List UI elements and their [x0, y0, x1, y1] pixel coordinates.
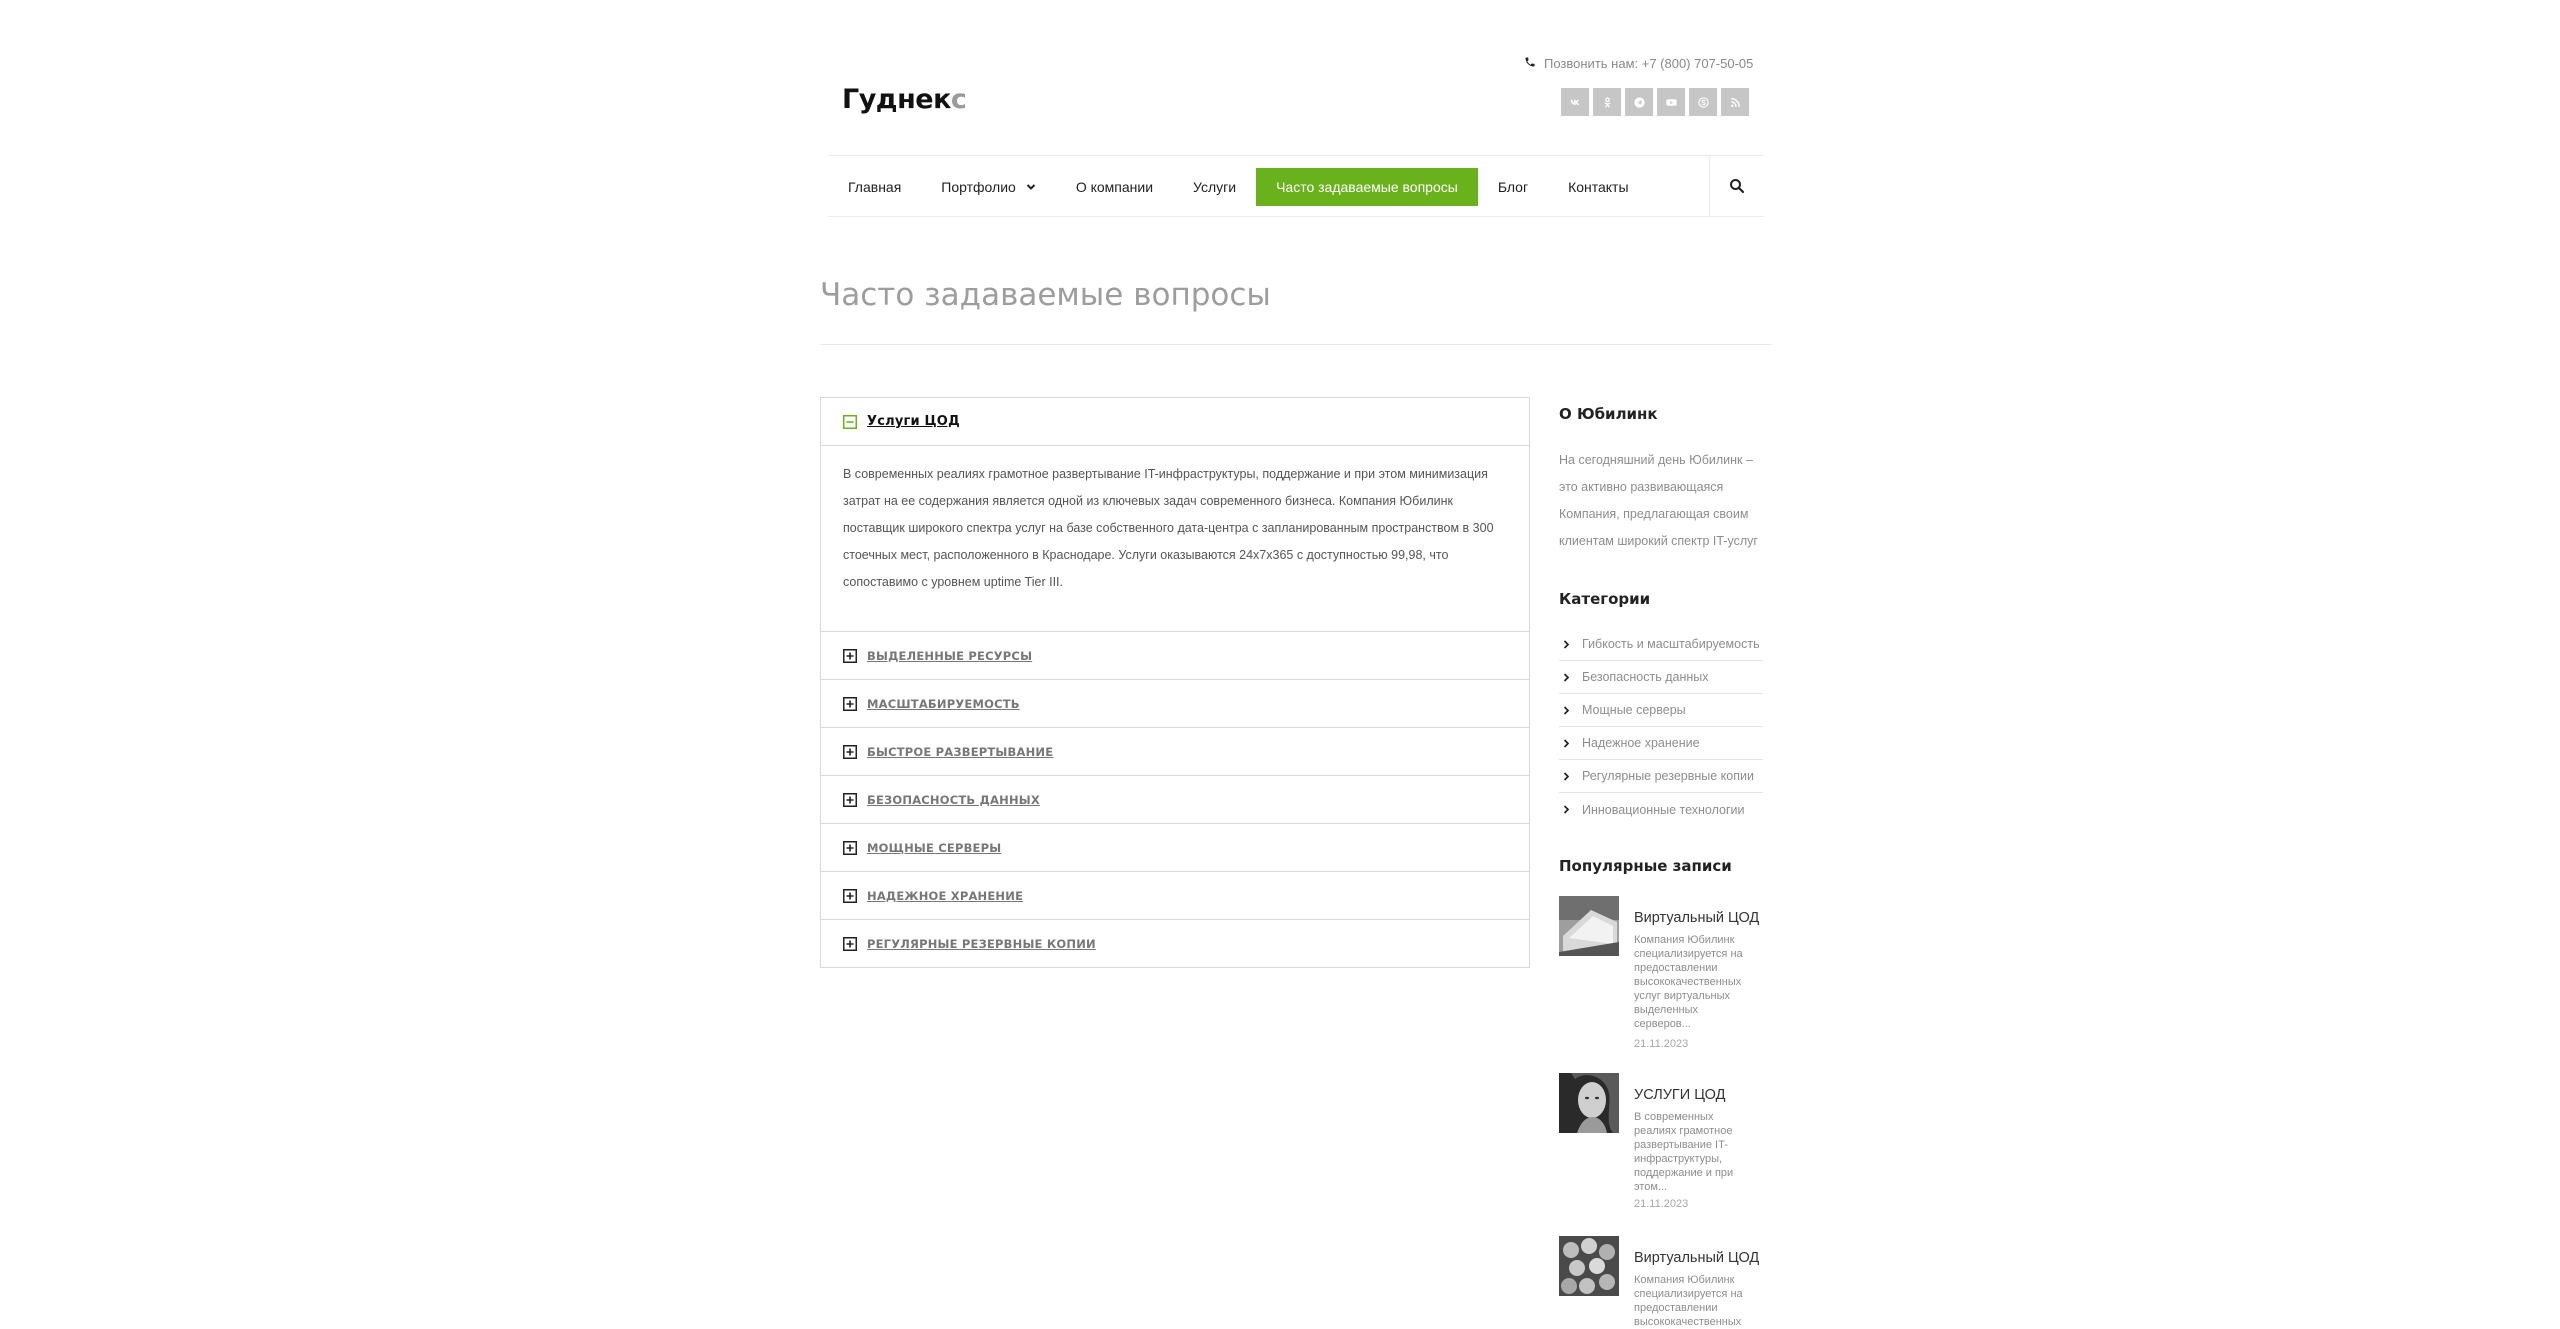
post-excerpt: Компания Юбилинк специализируется на предоставлении высококачественных: [1634, 1274, 1743, 1328]
chevron-down-icon: [1026, 182, 1036, 192]
faq-item: [821, 631, 1529, 679]
chevron-right-icon: [1562, 772, 1571, 781]
expand-plus-icon: [843, 841, 857, 855]
chevron-right-icon: [1562, 805, 1571, 814]
logo-text: Гуднек: [842, 84, 951, 115]
nav-item-services[interactable]: [1173, 168, 1256, 206]
phone-text: Позвонить нам: +7 (800) 707-50-05: [1544, 55, 1754, 71]
category-label: Безопасность данных: [1582, 670, 1709, 684]
site-logo[interactable]: [842, 84, 966, 115]
chevron-right-icon: [1562, 706, 1571, 715]
faq-item-header[interactable]: [821, 920, 1529, 967]
skype-icon[interactable]: [1689, 88, 1717, 116]
post-excerpt: Компания Юбилинк специализируется на предоставлении высококачественных услуг виртуальных выделенных серверов...: [1634, 934, 1743, 1030]
phone-contact: [1524, 55, 1753, 71]
nav-item-about[interactable]: [1056, 168, 1173, 206]
post-title[interactable]: Виртуальный ЦОД: [1634, 1250, 1760, 1266]
rss-icon[interactable]: [1721, 88, 1749, 116]
popular-post: [1559, 896, 1769, 1056]
category-list: [1559, 628, 1763, 826]
post-thumbnail[interactable]: [1559, 896, 1619, 956]
sidebar-about-text: На сегодняшний день Юбилинк – это активно развивающаяся Компания, предлагающая своим клиентам широкий спектр IT-услуг: [1559, 453, 1758, 548]
nav-item-portfolio[interactable]: [921, 168, 1056, 206]
nav-item-label: Часто задаваемые вопросы: [1276, 179, 1458, 195]
logo-text-last-letter: с: [950, 84, 967, 115]
faq-item: [821, 823, 1529, 871]
faq-item-header[interactable]: [821, 824, 1529, 871]
expand-plus-icon: [843, 745, 857, 759]
faq-item: [821, 871, 1529, 919]
search-button[interactable]: [1709, 156, 1764, 216]
expand-plus-icon: [843, 793, 857, 807]
category-label: Гибкость и масштабируемость: [1582, 637, 1760, 651]
post-thumbnail[interactable]: [1559, 1073, 1619, 1133]
social-links: [1561, 88, 1749, 116]
post-excerpt: В современных реалиях грамотное развертывание IT-инфраструктуры, поддержание и при этом...: [1634, 1111, 1734, 1193]
post-title[interactable]: Виртуальный ЦОД: [1634, 910, 1760, 926]
nav-item-label: Услуги: [1193, 179, 1237, 195]
popular-post: [1559, 1236, 1769, 1328]
category-link[interactable]: [1559, 760, 1763, 793]
faq-item-title[interactable]: МАСШТАБИРУЕМОСТЬ: [867, 696, 1020, 711]
odnoklassniki-icon[interactable]: [1593, 88, 1621, 116]
phone-icon: [1524, 56, 1536, 71]
sidebar-about-heading: О Юбилинк: [1559, 405, 1658, 423]
faq-item-title[interactable]: БЫСТРОЕ РАЗВЕРТЫВАНИЕ: [867, 744, 1054, 759]
category-link[interactable]: [1559, 727, 1763, 760]
nav-item-home[interactable]: [828, 168, 921, 206]
faq-item-title[interactable]: РЕГУЛЯРНЫЕ РЕЗЕРВНЫЕ КОПИИ: [867, 936, 1096, 951]
category-link[interactable]: [1559, 628, 1763, 661]
faq-item: [821, 919, 1529, 967]
popular-post: [1559, 1073, 1769, 1223]
category-label: Регулярные резервные копии: [1582, 769, 1754, 783]
nav-item-label: Контакты: [1568, 179, 1629, 195]
youtube-icon[interactable]: [1657, 88, 1685, 116]
telegram-icon[interactable]: [1625, 88, 1653, 116]
faq-item-title[interactable]: БЕЗОПАСНОСТЬ ДАННЫХ: [867, 792, 1040, 807]
nav-item-contacts[interactable]: [1548, 168, 1648, 206]
faq-item-header[interactable]: [821, 872, 1529, 919]
category-label: Надежное хранение: [1582, 736, 1700, 750]
category-link[interactable]: [1559, 694, 1763, 727]
expand-plus-icon: [843, 697, 857, 711]
nav-menu: [828, 168, 1649, 206]
faq-item: [821, 679, 1529, 727]
collapse-minus-icon: [843, 415, 857, 429]
category-link[interactable]: [1559, 661, 1763, 694]
vk-icon[interactable]: [1561, 88, 1589, 116]
faq-item: [821, 398, 1529, 631]
expand-plus-icon: [843, 649, 857, 663]
expand-plus-icon: [843, 937, 857, 951]
post-title[interactable]: УСЛУГИ ЦОД: [1634, 1087, 1726, 1103]
category-label: Мощные серверы: [1582, 703, 1686, 717]
nav-item-label: Главная: [848, 179, 902, 195]
chevron-right-icon: [1562, 640, 1571, 649]
faq-item-title[interactable]: ВЫДЕЛЕННЫЕ РЕСУРСЫ: [867, 648, 1033, 663]
faq-item-header[interactable]: [821, 632, 1529, 679]
sidebar-categories-heading: Категории: [1559, 590, 1651, 608]
faq-item-title[interactable]: Услуги ЦОД: [867, 414, 960, 429]
category-link[interactable]: [1559, 793, 1763, 826]
chevron-right-icon: [1562, 739, 1571, 748]
expand-plus-icon: [843, 889, 857, 903]
post-date: 21.11.2023: [1634, 1198, 1689, 1210]
title-divider: [820, 344, 1772, 345]
nav-item-label: О компании: [1075, 179, 1154, 195]
nav-item-faq[interactable]: [1256, 168, 1478, 206]
chevron-right-icon: [1562, 673, 1571, 682]
category-label: Инновационные технологии: [1582, 802, 1745, 817]
page-title: Часто задаваемые вопросы: [820, 277, 1271, 313]
faq-accordion: [820, 397, 1530, 968]
faq-item: [821, 775, 1529, 823]
nav-item-label: Блог: [1497, 179, 1529, 195]
post-date: 21.11.2023: [1634, 1038, 1689, 1050]
faq-item-body: В современных реалиях грамотное развертывание IT-инфраструктуры, поддержание и при этом минимизация затрат на ее содержания является одной из ключевых задач современного бизнеса. Компания Юбилинк поставщик широкого спектра услуг на базе собственного дата-центра с запланированным пространством в 300 стоечных мест, расположенного в Краснодаре. Услуги оказываются 24x7x365 с доступностью 99,98, что сопоставимо с уровнем uptime Tier III.: [821, 445, 1529, 631]
faq-item-header[interactable]: [821, 728, 1529, 775]
faq-item-header[interactable]: [821, 680, 1529, 727]
nav-item-label: Портфолио: [941, 179, 1016, 195]
main-navigation: [828, 155, 1764, 217]
faq-item-header[interactable]: [821, 776, 1529, 823]
faq-item-title[interactable]: МОЩНЫЕ СЕРВЕРЫ: [867, 840, 1002, 855]
sidebar-popular-heading: Популярные записи: [1559, 857, 1732, 875]
faq-item: [821, 727, 1529, 775]
search-icon: [1729, 178, 1745, 194]
post-thumbnail[interactable]: [1559, 1236, 1619, 1296]
faq-item-title[interactable]: НАДЕЖНОЕ ХРАНЕНИЕ: [867, 888, 1024, 903]
faq-item-header[interactable]: [821, 398, 1529, 445]
nav-item-blog[interactable]: [1478, 168, 1548, 206]
